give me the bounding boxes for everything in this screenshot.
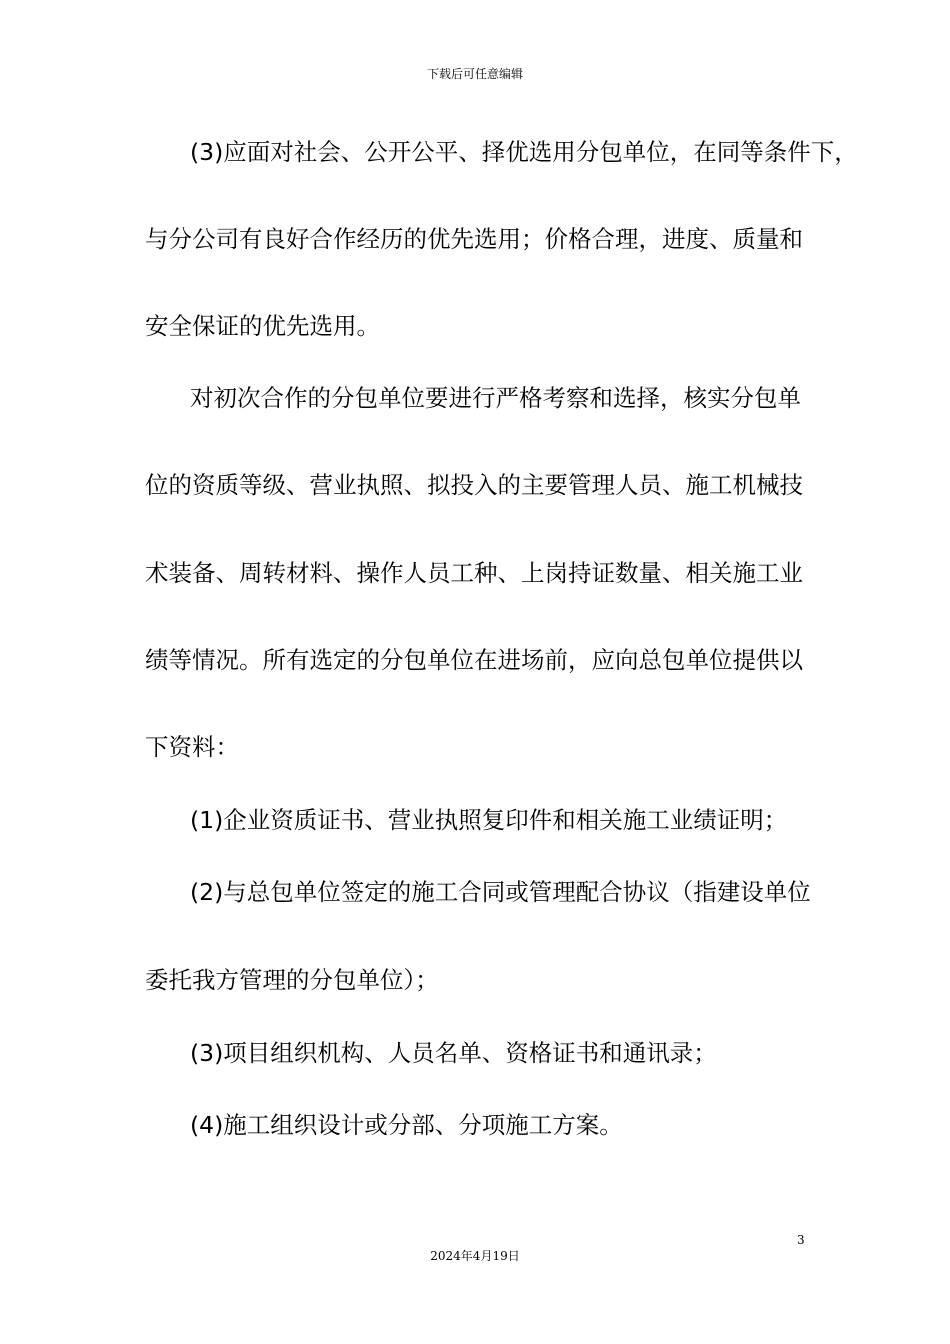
body-line-4: 对初次合作的分包单位要进行严格考察和选择，核实分包单 xyxy=(190,384,801,412)
body-line-9: (1)企业资质证书、营业执照复印件和相关施工业绩证明； xyxy=(190,806,788,834)
body-line-10: (2)与总包单位签定的施工合同或管理配合协议（指建设单位 xyxy=(190,878,811,906)
body-line-7: 绩等情况。所有选定的分包单位在进场前，应向总包单位提供以 xyxy=(145,646,803,674)
page-header: 下载后可任意编辑 xyxy=(426,67,523,81)
body-line-12: (3)项目组织机构、人员名单、资格证书和通讯录； xyxy=(190,1039,717,1067)
body-line-3: 安全保证的优先选用。 xyxy=(145,312,380,340)
body-line-5: 位的资质等级、营业执照、拟投入的主要管理人员、施工机械技 xyxy=(145,471,803,499)
body-line-6: 术装备、周转材料、操作人员工种、上岗持证数量、相关施工业 xyxy=(145,559,803,587)
footer-date: 2024年4月19日 xyxy=(430,1249,520,1263)
body-line-8: 下资料： xyxy=(145,733,239,761)
page-number: 3 xyxy=(797,1233,805,1247)
body-line-2: 与分公司有良好合作经历的优先选用；价格合理，进度、质量和 xyxy=(145,225,803,253)
body-line-13: (4)施工组织设计或分部、分项施工方案。 xyxy=(190,1111,623,1139)
body-line-11: 委托我方管理的分包单位）； xyxy=(145,966,439,994)
body-line-1: (3)应面对社会、公开公平、择优选用分包单位，在同等条件下， xyxy=(190,138,858,166)
